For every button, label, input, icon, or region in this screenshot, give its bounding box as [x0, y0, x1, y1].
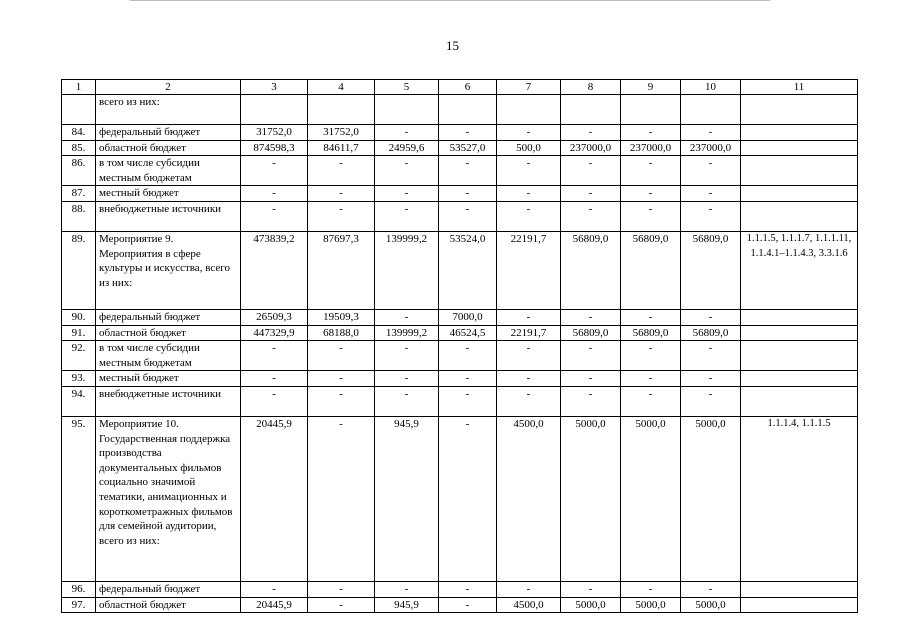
value-cell: -	[375, 201, 439, 231]
value-cell: -	[681, 581, 741, 597]
value-cell: 7000,0	[439, 309, 497, 325]
reference-cell	[741, 386, 858, 416]
value-cell: -	[439, 386, 497, 416]
column-header: 11	[741, 80, 858, 95]
value-cell: -	[497, 341, 561, 371]
table-row	[62, 416, 858, 581]
value-cell: -	[439, 341, 497, 371]
value-cell: 139999,2	[375, 325, 439, 341]
value-cell: 53527,0	[439, 140, 497, 156]
table-row	[62, 186, 858, 202]
value-cell: 5000,0	[561, 416, 621, 581]
value-cell: -	[681, 341, 741, 371]
column-header: 1	[62, 80, 96, 95]
row-description-cell: внебюджетные источники	[96, 386, 241, 416]
column-header: 3	[241, 80, 308, 95]
scan-edge-line	[130, 0, 770, 1]
row-number-cell: 90.	[62, 309, 96, 325]
reference-cell: 1.1.1.4, 1.1.1.5	[741, 416, 858, 581]
column-header: 4	[308, 80, 375, 95]
header-row	[62, 80, 858, 95]
value-cell	[497, 95, 561, 125]
reference-cell	[741, 309, 858, 325]
table-row	[62, 371, 858, 387]
table-row	[62, 597, 858, 613]
value-cell: -	[561, 371, 621, 387]
row-description-cell: местный бюджет	[96, 186, 241, 202]
row-number-cell: 93.	[62, 371, 96, 387]
value-cell: -	[561, 309, 621, 325]
value-cell: 56809,0	[681, 231, 741, 309]
value-cell: 945,9	[375, 597, 439, 613]
row-number-cell: 87.	[62, 186, 96, 202]
row-number-cell: 94.	[62, 386, 96, 416]
reference-cell	[741, 95, 858, 125]
value-cell: -	[439, 416, 497, 581]
column-header: 2	[96, 80, 241, 95]
value-cell: 22191,7	[497, 325, 561, 341]
value-cell: 68188,0	[308, 325, 375, 341]
value-cell: -	[621, 125, 681, 141]
budget-table	[61, 79, 858, 613]
row-description-cell: областной бюджет	[96, 140, 241, 156]
table-row	[62, 201, 858, 231]
reference-cell	[741, 341, 858, 371]
value-cell: 5000,0	[621, 597, 681, 613]
reference-cell	[741, 125, 858, 141]
reference-cell	[741, 186, 858, 202]
row-number-cell: 84.	[62, 125, 96, 141]
column-header: 9	[621, 80, 681, 95]
value-cell: 56809,0	[681, 325, 741, 341]
value-cell: -	[375, 341, 439, 371]
value-cell: 5000,0	[681, 416, 741, 581]
value-cell: -	[241, 186, 308, 202]
column-header: 6	[439, 80, 497, 95]
reference-cell	[741, 581, 858, 597]
value-cell: -	[681, 201, 741, 231]
column-header: 10	[681, 80, 741, 95]
value-cell: 46524,5	[439, 325, 497, 341]
row-number-cell: 85.	[62, 140, 96, 156]
value-cell: -	[439, 201, 497, 231]
value-cell: -	[308, 386, 375, 416]
reference-cell	[741, 325, 858, 341]
row-number-cell: 96.	[62, 581, 96, 597]
column-header: 5	[375, 80, 439, 95]
value-cell: 237000,0	[561, 140, 621, 156]
value-cell: 19509,3	[308, 309, 375, 325]
row-number-cell: 97.	[62, 597, 96, 613]
value-cell: -	[561, 125, 621, 141]
row-number-cell: 89.	[62, 231, 96, 309]
value-cell: 5000,0	[561, 597, 621, 613]
value-cell	[621, 95, 681, 125]
value-cell: -	[621, 309, 681, 325]
value-cell: -	[621, 371, 681, 387]
row-number-cell: 91.	[62, 325, 96, 341]
reference-cell	[741, 201, 858, 231]
value-cell: 5000,0	[681, 597, 741, 613]
value-cell: -	[497, 371, 561, 387]
reference-cell	[741, 156, 858, 186]
value-cell: -	[241, 341, 308, 371]
value-cell: -	[621, 201, 681, 231]
row-description-cell: Мероприятие 9. Мероприятия в сфере культуры и искусства, всего из них:	[96, 231, 241, 309]
value-cell: -	[439, 581, 497, 597]
value-cell: -	[241, 371, 308, 387]
value-cell: -	[241, 201, 308, 231]
table-row	[62, 309, 858, 325]
value-cell: 874598,3	[241, 140, 308, 156]
value-cell: -	[497, 581, 561, 597]
value-cell: 53524,0	[439, 231, 497, 309]
value-cell: -	[497, 125, 561, 141]
value-cell: 26509,3	[241, 309, 308, 325]
value-cell: -	[439, 186, 497, 202]
value-cell: 237000,0	[621, 140, 681, 156]
value-cell	[681, 95, 741, 125]
row-description-cell: Мероприятие 10. Государственная поддержка производства документальных фильмов социально значимой тематики, анимационных и короткометражных фильмов для семейной аудитории, всего из них:	[96, 416, 241, 581]
table-row	[62, 386, 858, 416]
row-description-cell: федеральный бюджет	[96, 125, 241, 141]
value-cell: -	[621, 186, 681, 202]
value-cell: 31752,0	[308, 125, 375, 141]
row-description-cell: областной бюджет	[96, 325, 241, 341]
value-cell: -	[439, 597, 497, 613]
value-cell: 139999,2	[375, 231, 439, 309]
row-description-cell: в том числе субсидии местным бюджетам	[96, 341, 241, 371]
value-cell: -	[681, 186, 741, 202]
value-cell: -	[439, 125, 497, 141]
value-cell: -	[561, 581, 621, 597]
value-cell: 22191,7	[497, 231, 561, 309]
value-cell: 56809,0	[621, 231, 681, 309]
value-cell	[439, 95, 497, 125]
table-row	[62, 231, 858, 309]
value-cell: -	[241, 386, 308, 416]
column-header: 8	[561, 80, 621, 95]
value-cell: -	[375, 371, 439, 387]
reference-cell	[741, 140, 858, 156]
value-cell: -	[308, 341, 375, 371]
row-description-cell: федеральный бюджет	[96, 581, 241, 597]
value-cell: -	[621, 581, 681, 597]
value-cell: -	[375, 386, 439, 416]
table-row	[62, 156, 858, 186]
value-cell: -	[681, 125, 741, 141]
value-cell: -	[621, 386, 681, 416]
value-cell: -	[561, 386, 621, 416]
row-description-cell: всего из них:	[96, 95, 241, 125]
value-cell: -	[497, 156, 561, 186]
table-row	[62, 341, 858, 371]
value-cell: 20445,9	[241, 416, 308, 581]
value-cell: -	[439, 156, 497, 186]
value-cell: -	[681, 309, 741, 325]
value-cell: -	[241, 156, 308, 186]
value-cell: 20445,9	[241, 597, 308, 613]
value-cell: -	[681, 371, 741, 387]
value-cell: -	[375, 156, 439, 186]
value-cell: -	[561, 201, 621, 231]
row-description-cell: внебюджетные источники	[96, 201, 241, 231]
value-cell: -	[308, 581, 375, 597]
column-header: 7	[497, 80, 561, 95]
value-cell: 447329,9	[241, 325, 308, 341]
row-number-cell: 92.	[62, 341, 96, 371]
value-cell: 500,0	[497, 140, 561, 156]
row-number-cell: 95.	[62, 416, 96, 581]
value-cell	[308, 95, 375, 125]
value-cell	[561, 95, 621, 125]
value-cell: -	[308, 156, 375, 186]
row-number-cell	[62, 95, 96, 125]
value-cell	[241, 95, 308, 125]
value-cell: -	[308, 597, 375, 613]
table-row	[62, 95, 858, 125]
value-cell: -	[375, 125, 439, 141]
value-cell: -	[497, 201, 561, 231]
value-cell: -	[561, 186, 621, 202]
value-cell: -	[561, 156, 621, 186]
table-row	[62, 581, 858, 597]
value-cell: -	[681, 156, 741, 186]
value-cell: 945,9	[375, 416, 439, 581]
page-number: 15	[446, 38, 459, 53]
value-cell: -	[497, 186, 561, 202]
reference-cell: 1.1.1.5, 1.1.1.7, 1.1.1.11, 1.1.4.1–1.1.4.3, 3.3.1.6	[741, 231, 858, 309]
value-cell: 237000,0	[681, 140, 741, 156]
value-cell: -	[308, 201, 375, 231]
table-row	[62, 140, 858, 156]
value-cell: -	[375, 186, 439, 202]
row-description-cell: в том числе субсидии местным бюджетам	[96, 156, 241, 186]
value-cell: 5000,0	[621, 416, 681, 581]
value-cell: -	[561, 341, 621, 371]
value-cell: 87697,3	[308, 231, 375, 309]
row-number-cell: 86.	[62, 156, 96, 186]
value-cell: -	[439, 371, 497, 387]
value-cell: -	[308, 186, 375, 202]
reference-cell	[741, 371, 858, 387]
value-cell: -	[308, 371, 375, 387]
value-cell: 56809,0	[561, 325, 621, 341]
value-cell: 24959,6	[375, 140, 439, 156]
value-cell: -	[375, 309, 439, 325]
row-description-cell: федеральный бюджет	[96, 309, 241, 325]
table-row	[62, 325, 858, 341]
value-cell: 56809,0	[621, 325, 681, 341]
reference-cell	[741, 597, 858, 613]
value-cell: -	[621, 156, 681, 186]
row-number-cell: 88.	[62, 201, 96, 231]
value-cell: -	[681, 386, 741, 416]
value-cell: -	[621, 341, 681, 371]
value-cell: 473839,2	[241, 231, 308, 309]
value-cell: 4500,0	[497, 597, 561, 613]
value-cell: -	[308, 416, 375, 581]
table-row	[62, 125, 858, 141]
value-cell: -	[241, 581, 308, 597]
value-cell: -	[497, 309, 561, 325]
row-description-cell: местный бюджет	[96, 371, 241, 387]
value-cell: 84611,7	[308, 140, 375, 156]
value-cell: 31752,0	[241, 125, 308, 141]
value-cell: -	[497, 386, 561, 416]
value-cell: -	[375, 581, 439, 597]
row-description-cell: областной бюджет	[96, 597, 241, 613]
table-body	[62, 95, 858, 613]
value-cell	[375, 95, 439, 125]
value-cell: 56809,0	[561, 231, 621, 309]
value-cell: 4500,0	[497, 416, 561, 581]
